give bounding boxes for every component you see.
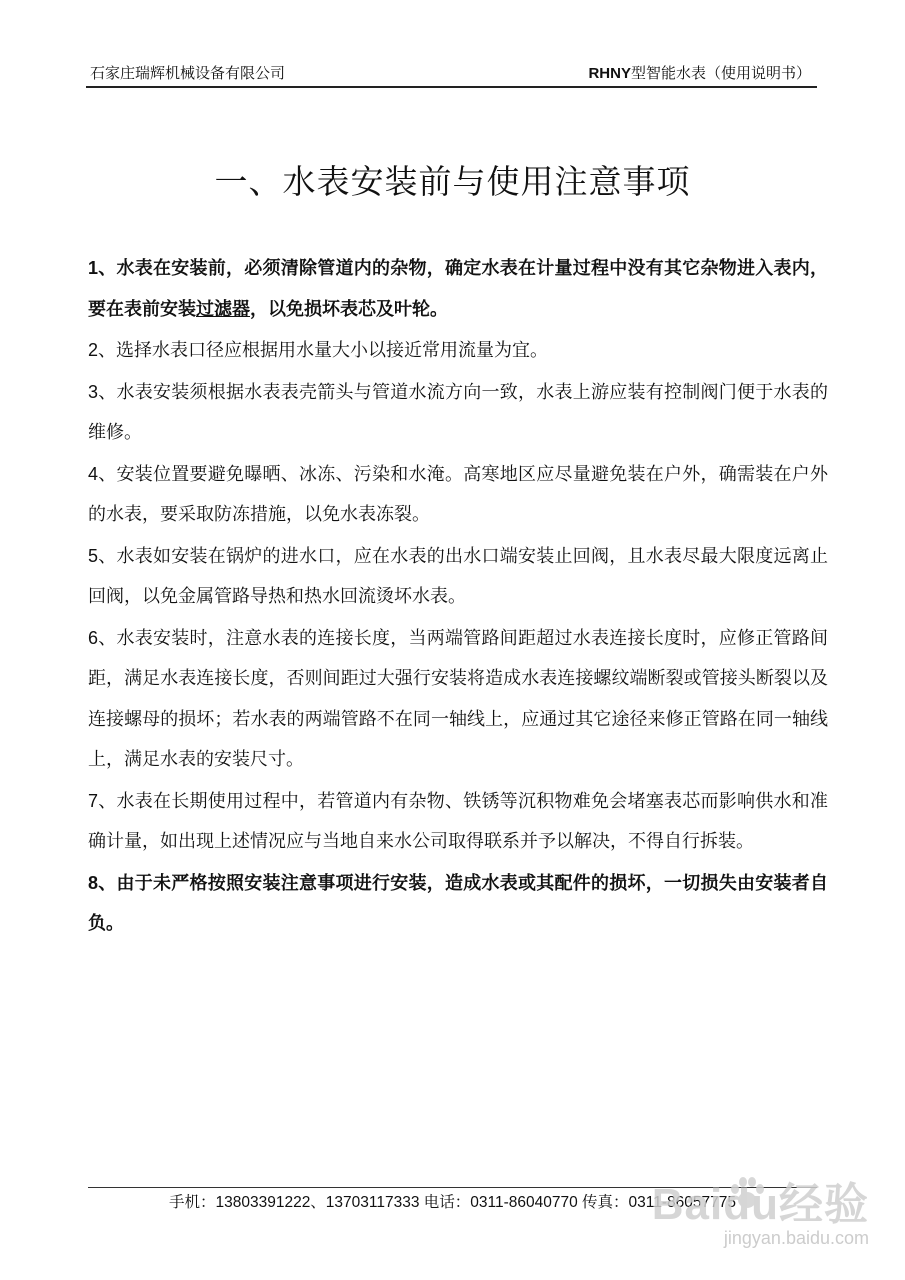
manual-subtitle: 型智能水表（使用说明书） [630, 64, 811, 82]
note-number: 8 [88, 872, 99, 893]
note-text: 、选择水表口径应根据用水量大小以接近常用流量为宜。 [98, 340, 549, 361]
notes-list [88, 248, 828, 945]
note-item-8 [88, 863, 828, 945]
note-text: 、安装位置要避免曝晒、冰冻、污染和水淹。高寒地区应尽量避免装在户外，确需装在户外的水表，要采取防冻措施，以免水表冻裂。 [88, 463, 828, 525]
note-item-2 [88, 330, 828, 372]
watermark [649, 1168, 869, 1258]
note-item-1 [88, 248, 828, 330]
note-item-6 [88, 618, 828, 781]
contact-info: 手机：13803391222、13703117333 电话：0311-86040770 传真：0311-86057775 [168, 1194, 737, 1211]
note-number: 1 [88, 258, 99, 278]
note-item-3 [88, 372, 828, 454]
note-number: 7 [88, 790, 99, 811]
company-name: 石家庄瑞辉机械设备有限公司 [90, 64, 286, 82]
note-text: 、水表在安装前，必须清除管道内的杂物，确定水表在计量过程中没有其它杂物进入表内，要在表前安装 [88, 258, 828, 320]
note-item-7 [88, 781, 828, 863]
note-underlined-term: 过滤器 [196, 298, 250, 320]
watermark-brand: Baidu经验 [651, 1180, 869, 1229]
model-code: RHNY [588, 65, 631, 82]
note-number: 6 [88, 627, 99, 648]
note-text: ，以免损坏表芯及叶轮。 [250, 298, 448, 320]
note-number: 2 [88, 340, 99, 360]
page-header [86, 62, 817, 88]
manual-title [588, 62, 811, 85]
note-text: 、水表安装时，注意水表的连接长度，当两端管路间距超过水表连接长度时，应修正管路间距，满足水表连接长度，否则间距过大强行安装将造成水表连接螺纹端断裂或管接头断裂以及连接螺母的损坏；若水表的两端管路不在同一轴线上，应通过其它途径来修正管路在同一轴线上，满足水表的安装尺寸。 [88, 627, 828, 770]
note-number: 3 [88, 381, 99, 402]
note-item-5 [88, 536, 828, 618]
note-number: 4 [88, 463, 99, 484]
note-text: 、水表在长期使用过程中，若管道内有杂物、铁锈等沉积物难免会堵塞表芯而影响供水和准确计量，如出现上述情况应与当地自来水公司取得联系并予以解决，不得自行拆装。 [88, 790, 828, 852]
note-text: 、由于未严格按照安装注意事项进行安装，造成水表或其配件的损坏，一切损失由安装者自负。 [88, 872, 828, 934]
note-text: 、水表安装须根据水表表壳箭头与管道水流方向一致，水表上游应装有控制阀门便于水表的维修。 [88, 381, 828, 443]
section-title: 一、水表安装前与使用注意事项 [214, 162, 691, 201]
note-number: 5 [88, 545, 99, 566]
watermark-url: jingyan.baidu.com [723, 1228, 869, 1248]
note-text: 、水表如安装在锅炉的进水口，应在水表的出水口端安装止回阀，且水表尽最大限度远离止回阀，以免金属管路导热和热水回流烫坏水表。 [88, 545, 828, 607]
note-item-4 [88, 454, 828, 536]
